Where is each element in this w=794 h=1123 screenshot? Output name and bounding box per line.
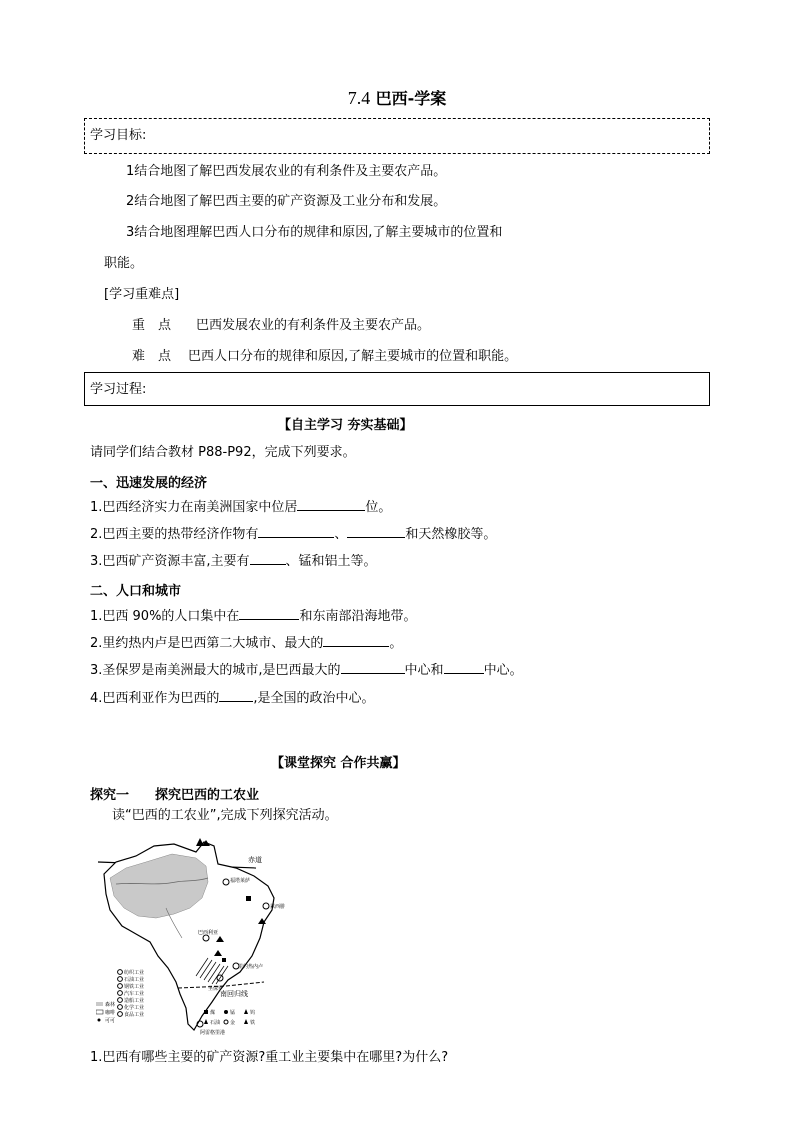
title-text: 巴西-学案 <box>375 89 447 108</box>
q-text: 中心。 <box>483 663 523 678</box>
svg-text:化学工业: 化学工业 <box>124 1005 145 1011</box>
equator-label: 赤道 <box>248 857 262 864</box>
goal-2: 2结合地图了解巴西主要的矿产资源及工业分布和发展。 <box>126 194 447 209</box>
svg-text:煤: 煤 <box>210 1010 216 1016</box>
q-text: 1.巴西 90%的人口集中在 <box>90 609 240 624</box>
answer-blank[interactable] <box>219 689 253 702</box>
svg-text:食品工业: 食品工业 <box>124 1012 145 1018</box>
goals-label: 学习目标: <box>90 128 147 143</box>
goals-box <box>84 118 710 154</box>
q-text: 和东南部沿海地带。 <box>299 609 417 624</box>
industry-legend <box>118 969 144 1018</box>
answer-blank[interactable] <box>323 634 389 647</box>
question-population-1 <box>90 607 416 625</box>
answer-blank[interactable] <box>347 525 405 538</box>
svg-text:锰: 锰 <box>230 1010 236 1016</box>
question-economy-3 <box>90 552 377 570</box>
svg-text:铁: 铁 <box>250 1020 256 1026</box>
q-text: 2.里约热内卢是巴西第二大城市、最大的 <box>90 636 324 651</box>
svg-text:石油: 石油 <box>210 1020 221 1026</box>
question-population-2 <box>90 634 402 652</box>
answer-blank[interactable] <box>239 607 299 620</box>
answer-blank[interactable] <box>258 525 334 538</box>
part-population-heading: 二、人口和城市 <box>90 584 182 599</box>
goal-3-cont: 职能。 <box>104 256 144 271</box>
city-label: 里约热内卢 <box>238 964 264 970</box>
explore-1-label: 探究一 <box>90 788 130 803</box>
key-point-label: 重 点 <box>132 318 172 333</box>
q-text: 3.巴西矿产资源丰富,主要有 <box>90 554 250 569</box>
answer-blank[interactable] <box>297 498 365 511</box>
tropic-label: 南回归线 <box>220 991 248 998</box>
city-label: 福塔莱萨 <box>230 878 251 884</box>
brazil-industry-agriculture-map <box>96 838 321 1038</box>
page-title <box>0 86 794 109</box>
q-text: ,是全国的政治中心。 <box>253 691 375 706</box>
section-classroom-title: 【课堂探究 合作共赢】 <box>271 756 406 771</box>
explore-1-heading <box>90 784 259 803</box>
q-text: 3.圣保罗是南美洲最大的城市,是巴西最大的 <box>90 663 341 678</box>
city-label: 圣保罗 <box>208 986 224 992</box>
key-point-text: 巴西发展农业的有利条件及主要农产品。 <box>196 318 431 333</box>
question-economy-2 <box>90 525 496 543</box>
q-text: 1.巴西经济实力在南美洲国家中位居 <box>90 500 298 515</box>
mineral-legend <box>204 1009 255 1026</box>
svg-text:钨: 钨 <box>250 1010 256 1016</box>
svg-text:咖啡: 咖啡 <box>105 1010 116 1016</box>
q-text: 位。 <box>365 500 392 515</box>
process-box <box>84 372 710 406</box>
q-text: 4.巴西利亚作为巴西的 <box>90 691 220 706</box>
question-population-4 <box>90 689 375 707</box>
svg-text:汽车工业: 汽车工业 <box>124 991 145 997</box>
explore-1-title: 探究巴西的工农业 <box>155 788 260 803</box>
question-population-3 <box>90 661 523 679</box>
answer-blank[interactable] <box>444 661 484 674</box>
q-text: 。 <box>389 636 403 651</box>
q-text: 、 <box>334 527 348 542</box>
q-text: 2.巴西主要的热带经济作物有 <box>90 527 259 542</box>
section-self-study-title: 【自主学习 夯实基础】 <box>278 418 413 433</box>
question-economy-1 <box>90 498 391 516</box>
process-label: 学习过程: <box>90 382 147 397</box>
goal-3: 3结合地图理解巴西人口分布的规律和原因,了解主要城市的位置和 <box>126 225 503 240</box>
explore-1-intro: 读“巴西的工农业”,完成下列探究活动。 <box>112 808 338 823</box>
svg-text:金: 金 <box>230 1020 236 1026</box>
answer-blank[interactable] <box>341 661 405 674</box>
explore-1-question-1: 1.巴西有哪些主要的矿产资源?重工业主要集中在哪里?为什么? <box>90 1050 449 1065</box>
part-economy-heading: 一、迅速发展的经济 <box>90 476 208 491</box>
self-study-intro: 请同学们结合教材 P88-P92，完成下列要求。 <box>90 445 356 460</box>
q-text: 和天然橡胶等。 <box>405 527 497 542</box>
city-label: 巴西利亚 <box>198 930 219 936</box>
land-use-legend <box>96 1001 115 1024</box>
svg-text:纺织工业: 纺织工业 <box>124 970 145 976</box>
difficult-point-label: 难 点 <box>132 349 172 364</box>
svg-text:森林: 森林 <box>105 1002 116 1008</box>
svg-text:钢铁工业: 钢铁工业 <box>124 984 145 990</box>
q-text: 、锰和铝土等。 <box>285 554 377 569</box>
q-text: 中心和 <box>404 663 444 678</box>
title-number: 7.4 <box>347 88 371 108</box>
svg-text:造船工业: 造船工业 <box>124 998 145 1004</box>
svg-text:石油工业: 石油工业 <box>124 977 145 983</box>
city-label: 累西腓 <box>270 904 286 910</box>
key-points-label: [学习重难点] <box>104 287 180 302</box>
svg-text:可可: 可可 <box>105 1018 116 1024</box>
difficult-point-text: 巴西人口分布的规律和原因,了解主要城市的位置和职能。 <box>188 349 518 364</box>
goal-1: 1结合地图了解巴西发展农业的有利条件及主要农产品。 <box>126 164 447 179</box>
city-label: 阿雷格里港 <box>200 1030 226 1036</box>
answer-blank[interactable] <box>250 552 286 565</box>
